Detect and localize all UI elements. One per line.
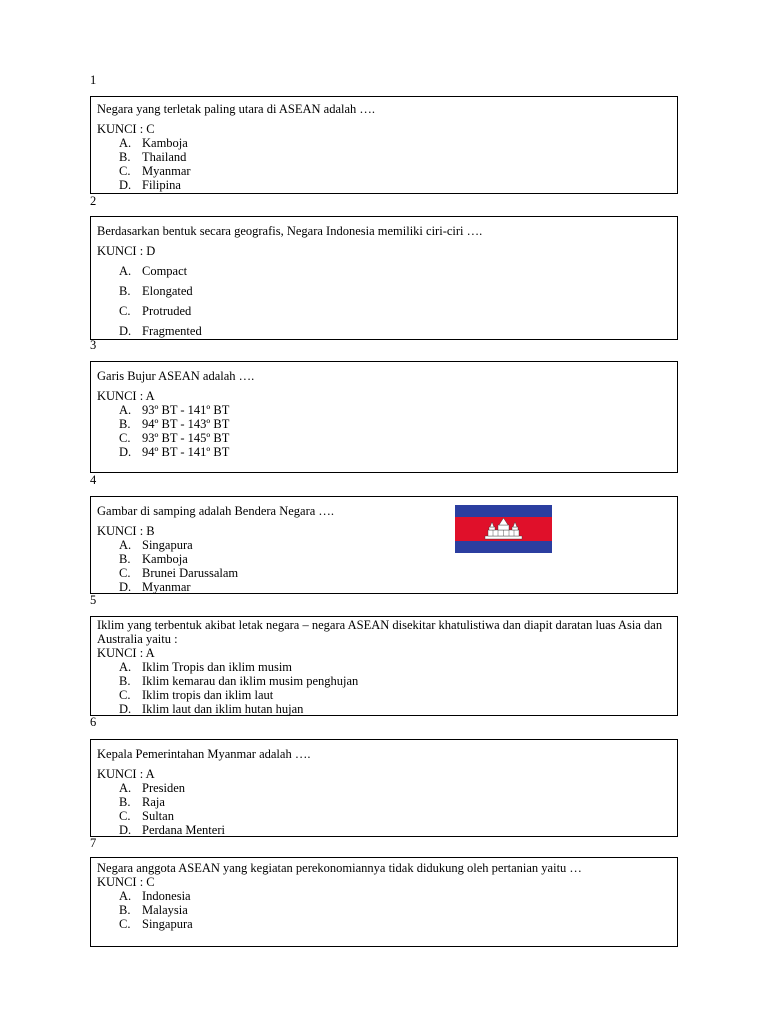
answer-key: KUNCI : A	[97, 389, 155, 403]
question-text: Kepala Pemerintahan Myanmar adalah ….	[97, 747, 311, 761]
question-box	[90, 96, 678, 194]
answer-key: KUNCI : D	[97, 244, 156, 258]
question-number: 2	[90, 194, 97, 208]
option: C. 93º BT - 145º BT	[119, 431, 230, 445]
option: B. Iklim kemarau dan iklim musim penghujan	[119, 674, 359, 688]
option: C. Myanmar	[119, 164, 191, 178]
answer-key: KUNCI : A	[97, 767, 155, 781]
option: A. Kamboja	[119, 136, 188, 150]
question-box	[90, 739, 678, 837]
question-box	[90, 496, 678, 594]
option: B. Malaysia	[119, 903, 188, 917]
answer-key: KUNCI : B	[97, 524, 155, 538]
flag-top-blue-band	[455, 505, 552, 517]
question-box	[90, 616, 678, 716]
option: A. Compact	[119, 264, 188, 278]
option: D. Perdana Menteri	[119, 823, 225, 837]
option: C. Protruded	[119, 304, 192, 318]
flag-bottom-blue-band	[455, 541, 552, 553]
question-number: 5	[90, 593, 97, 607]
option: D. Filipina	[119, 178, 181, 192]
question-number: 7	[90, 836, 97, 850]
answer-key: KUNCI : C	[97, 875, 155, 889]
option: B. Thailand	[119, 150, 187, 164]
option: B. Elongated	[119, 284, 193, 298]
question-text: Negara anggota ASEAN yang kegiatan perekonomiannya tidak didukung oleh pertanian yaitu …	[97, 861, 582, 875]
question-box	[90, 857, 678, 947]
option: D. Iklim laut dan iklim hutan hujan	[119, 702, 304, 716]
option: D. 94º BT - 141º BT	[119, 445, 230, 459]
question-number: 1	[90, 73, 97, 87]
option: C. Sultan	[119, 809, 174, 823]
cambodia-flag-image	[455, 505, 552, 553]
question-text: Garis Bujur ASEAN adalah ….	[97, 369, 255, 383]
option: B. 94º BT - 143º BT	[119, 417, 230, 431]
answer-key: KUNCI : C	[97, 122, 155, 136]
option: C. Singapura	[119, 917, 193, 931]
question-text: Negara yang terletak paling utara di ASEAN adalah ….	[97, 102, 376, 116]
question-text: Berdasarkan bentuk secara geografis, Negara Indonesia memiliki ciri-ciri ….	[97, 224, 483, 238]
option: D. Myanmar	[119, 580, 191, 594]
answer-key: KUNCI : A	[97, 646, 155, 660]
option: A. 93º BT - 141º BT	[119, 403, 230, 417]
question-number: 3	[90, 338, 97, 352]
option: A. Indonesia	[119, 889, 191, 903]
question-text: Iklim yang terbentuk akibat letak negara – negara ASEAN disekitar khatulistiwa dan diapit daratan luas Asia dan Australia yaitu :	[97, 618, 663, 646]
option: D. Fragmented	[119, 324, 202, 338]
option: B. Raja	[119, 795, 165, 809]
option: C. Iklim tropis dan iklim laut	[119, 688, 274, 702]
question-text: Gambar di samping adalah Bendera Negara ….	[97, 504, 335, 518]
question-box	[90, 216, 678, 340]
option: B. Kamboja	[119, 552, 188, 566]
question-box	[90, 361, 678, 473]
question-number: 6	[90, 715, 97, 729]
option: A. Singapura	[119, 538, 193, 552]
option: A. Presiden	[119, 781, 186, 795]
option: A. Iklim Tropis dan iklim musim	[119, 660, 293, 674]
question-number: 4	[90, 473, 97, 487]
option: C. Brunei Darussalam	[119, 566, 239, 580]
